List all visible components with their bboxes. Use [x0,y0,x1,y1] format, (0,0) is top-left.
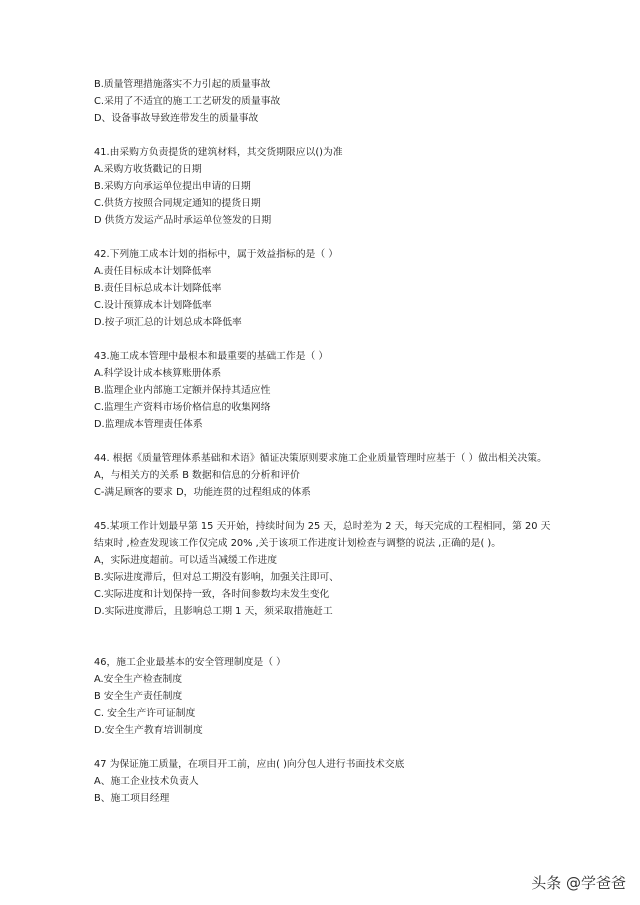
option-b-40: B.质量管理措施落实不力引起的质量事故 [94,79,271,90]
options-cd-44: C-满足顾客的要求 D，功能连贯的过程组成的体系 [94,487,311,498]
question-41: 41.由采购方负责提货的建筑材料，其交货期限应以()为准 [94,147,343,158]
option-a-47: A、施工企业技术负责人 [94,776,199,787]
option-a-43: A.科学设计成本核算账册体系 [94,368,222,379]
option-d-42: D.按子项汇总的计划总成本降低率 [94,317,242,328]
option-c-45: C.实际进度和计划保持一致，各时间参数均未发生变化 [94,589,330,600]
option-d-46: D.安全生产教育培训制度 [94,725,203,736]
question-47: 47 为保证施工质量，在项目开工前，应由( )向分包人进行书面技术交底 [94,759,405,770]
option-b-43: B.监理企业内部施工定额并保持其适应性 [94,385,271,396]
question-42: 42.下列施工成本计划的指标中，属于效益指标的是（ ） [94,249,339,260]
option-a-41: A.采购方收货戳记的日期 [94,164,202,175]
document-body [94,76,554,807]
watermark: 头条 @学爸爸 [531,874,626,892]
option-c-46: C. 安全生产许可证制度 [94,708,196,719]
option-a-46: A.安全生产检查制度 [94,674,183,685]
option-d-40: D、设备事故导致连带发生的质量事故 [94,113,259,124]
option-c-40: C.采用了不适宜的施工工艺研发的质量事故 [94,96,281,107]
question-45: 45.某项工作计划最早第 15 天开始，持续时间为 25 天，总时差为 2 天，每天完成的工程相同，第 20 天结束时 ,检查发现该工作仅完成 20% ,关于该项工作进度计划检查与调整的说法 ,正确的是( )。 [94,521,551,549]
option-d-45: D.实际进度滞后，且影响总工期 1 天，须采取措施赶工 [94,606,333,617]
question-44: 44. 根据《质量管理体系基础和术语》循证决策原则要求施工企业质量管理时应基于（ ）做出相关决策。 [94,453,547,464]
option-c-42: C.设计预算成本计划降低率 [94,300,212,311]
question-46: 46，施工企业最基本的安全管理制度是（ ） [94,657,286,668]
option-b-46: B 安全生产责任制度 [94,691,183,702]
option-d-43: D.监理成本管理责任体系 [94,419,203,430]
option-b-47: B、施工项目经理 [94,793,170,804]
option-c-43: C.监理生产资料市场价格信息的收集网络 [94,402,271,413]
option-c-41: C.供货方按照合同规定通知的提货日期 [94,198,261,209]
options-ab-44: A，与相关方的关系 B 数据和信息的分析和评价 [94,470,300,481]
question-43: 43.施工成本管理中最根本和最重要的基础工作是（ ） [94,351,329,362]
option-a-45: A，实际进度超前。可以适当减缓工作进度 [94,555,278,566]
option-b-45: B.实际进度滞后，但对总工期没有影响，加强关注即可、 [94,572,339,583]
option-b-41: B.采购方向承运单位提出申请的日期 [94,181,251,192]
option-d-41: D 供货方发运产品时承运单位签发的日期 [94,215,272,226]
option-b-42: B.责任目标总成本计划降低率 [94,283,222,294]
option-a-42: A.责任目标成本计划降低率 [94,266,212,277]
